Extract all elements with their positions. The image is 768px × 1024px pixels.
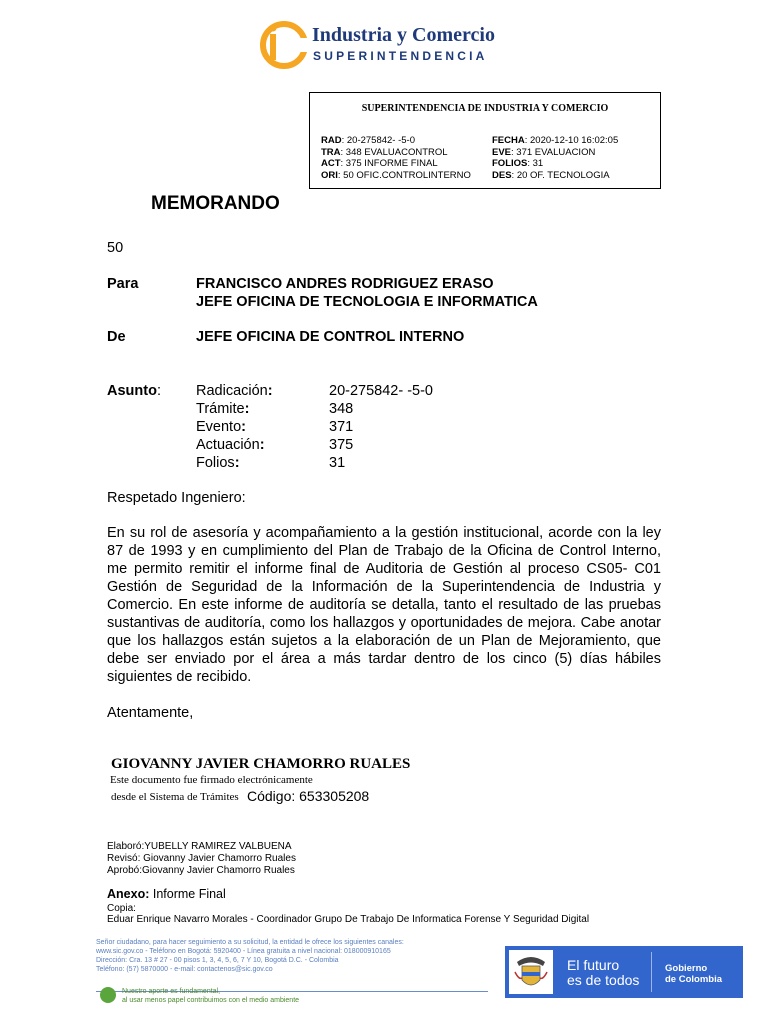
gobierno-text: Gobierno de Colombia [665, 963, 723, 985]
footer-green-2: al usar menos papel contribuimos con el medio ambiente [122, 997, 300, 1004]
aprobo: Aprobó:Giovanny Javier Chamorro Ruales [107, 865, 295, 876]
para-label: Para [107, 276, 139, 292]
asunto-label-folios: Folios: [196, 455, 240, 471]
el-futuro-text: El futuro es de todos [567, 957, 640, 988]
asunto-value-actuacion: 375 [329, 437, 354, 453]
signature-system-note: desde el Sistema de Trámites [111, 791, 239, 803]
logo-subtitle: SUPERINTENDENCIA [313, 49, 488, 63]
closing: Atentamente, [107, 705, 194, 721]
memo-code: 50 [107, 240, 124, 256]
elaboro: Elaboró:YUBELLY RAMIREZ VALBUENA [107, 841, 292, 852]
anexo: Anexo: Informe Final [107, 887, 226, 901]
asunto-value-evento: 371 [329, 419, 354, 435]
logo-title: Industria y Comercio [312, 24, 495, 46]
asunto-label-radicacion: Radicación: [196, 383, 273, 399]
signature-code: Código: 653305208 [247, 788, 370, 804]
copia-value: Eduar Enrique Navarro Morales - Coordinador Grupo De Trabajo De Informatica Forense Y Seguridad Digital [107, 914, 590, 925]
des-row: DES: 20 OF. TECNOLOGIA [492, 170, 610, 181]
greeting: Respetado Ingeniero: [107, 490, 246, 506]
reviso: Revisó: Giovanny Javier Chamorro Ruales [107, 853, 296, 864]
eve-row: EVE: 371 EVALUACION [492, 147, 596, 158]
fecha-row: FECHA: 2020-12-10 16:02:05 [492, 135, 619, 146]
memo-title: MEMORANDO [151, 193, 280, 214]
de-value: JEFE OFICINA DE CONTROL INTERNO [196, 329, 465, 345]
asunto-label-actuacion: Actuación: [196, 437, 265, 453]
leaf-icon [100, 987, 116, 1003]
colombia-crest-icon [509, 950, 553, 994]
asunto-label-evento: Evento: [196, 419, 246, 435]
copia-label: Copia: [107, 903, 136, 914]
act-row: ACT: 375 INFORME FINAL [321, 158, 438, 169]
memo-body: En su rol de asesoría y acompañamiento a la gestión institucional, acorde con la ley 87 de 1993 y en cumplimiento del Plan de Trabajo de la Oficina de Control Interno, me permito remitir el informe final de Auditoria de Gestión al proceso CS05- C01 Gestión de Seguridad de la Información de la Superintendencia de Industria y Comercio. En este informe de auditoría se detalla, tanto el resultado de las pruebas sustantivas de auditoría, como los hallazgos y oportunidades de mejora. Cabe anotar que los hallazgos están sujetos a la elaboración de un Plan de Mejoramiento, que debe ser enviado por el área a más tardar dentro de los cinco (5) días hábiles siguientes de recibido. [107, 525, 661, 685]
para-name: FRANCISCO ANDRES RODRIGUEZ ERASO [196, 276, 494, 292]
asunto-value-folios: 31 [329, 455, 346, 471]
signer-name: GIOVANNY JAVIER CHAMORRO RUALES [111, 756, 411, 772]
signature-note: Este documento fue firmado electrónicamente [110, 774, 313, 786]
footer-line-3: Dirección: Cra. 13 # 27 - 00 pisos 1, 3, 4, 5, 6, 7 Y 10, Bogotá D.C. - Colombia [96, 957, 339, 964]
de-label: De [107, 329, 126, 345]
gobierno-band [505, 946, 743, 998]
footer-line-4: Teléfono: (57) 5870000 - e-mail: contactenos@sic.gov.co [96, 966, 273, 973]
sic-logo-icon [260, 20, 308, 70]
rad-row: RAD: 20-275842- -5-0 [321, 135, 416, 146]
asunto-value-tramite: 348 [329, 401, 354, 417]
radicado-box-title: SUPERINTENDENCIA DE INDUSTRIA Y COMERCIO [361, 103, 609, 114]
band-separator [651, 952, 652, 992]
footer-line-2: www.sic.gov.co - Teléfono en Bogotá: 5920400 - Línea gratuita a nivel nacional: 018000910165 [96, 948, 391, 955]
asunto-label-tramite: Trámite: [196, 401, 250, 417]
ori-row: ORI: 50 OFIC.CONTROLINTERNO [321, 170, 471, 181]
footer-contact [96, 937, 492, 1007]
tra-row: TRA: 348 EVALUACONTROL [321, 147, 448, 158]
sic-logo [260, 20, 500, 72]
footer-line-1: Señor ciudadano, para hacer seguimiento a su solicitud, la entidad le ofrece los siguientes canales: [96, 939, 404, 946]
radicado-box [309, 92, 661, 189]
asunto-label: Asunto: [107, 383, 161, 399]
footer-green-1: Nuestro aporte es fundamental, [122, 988, 221, 995]
folios-row: FOLIOS: 31 [492, 158, 544, 169]
asunto-value-radicacion: 20-275842- -5-0 [329, 383, 433, 399]
para-role: JEFE OFICINA DE TECNOLOGIA E INFORMATICA [196, 294, 538, 310]
